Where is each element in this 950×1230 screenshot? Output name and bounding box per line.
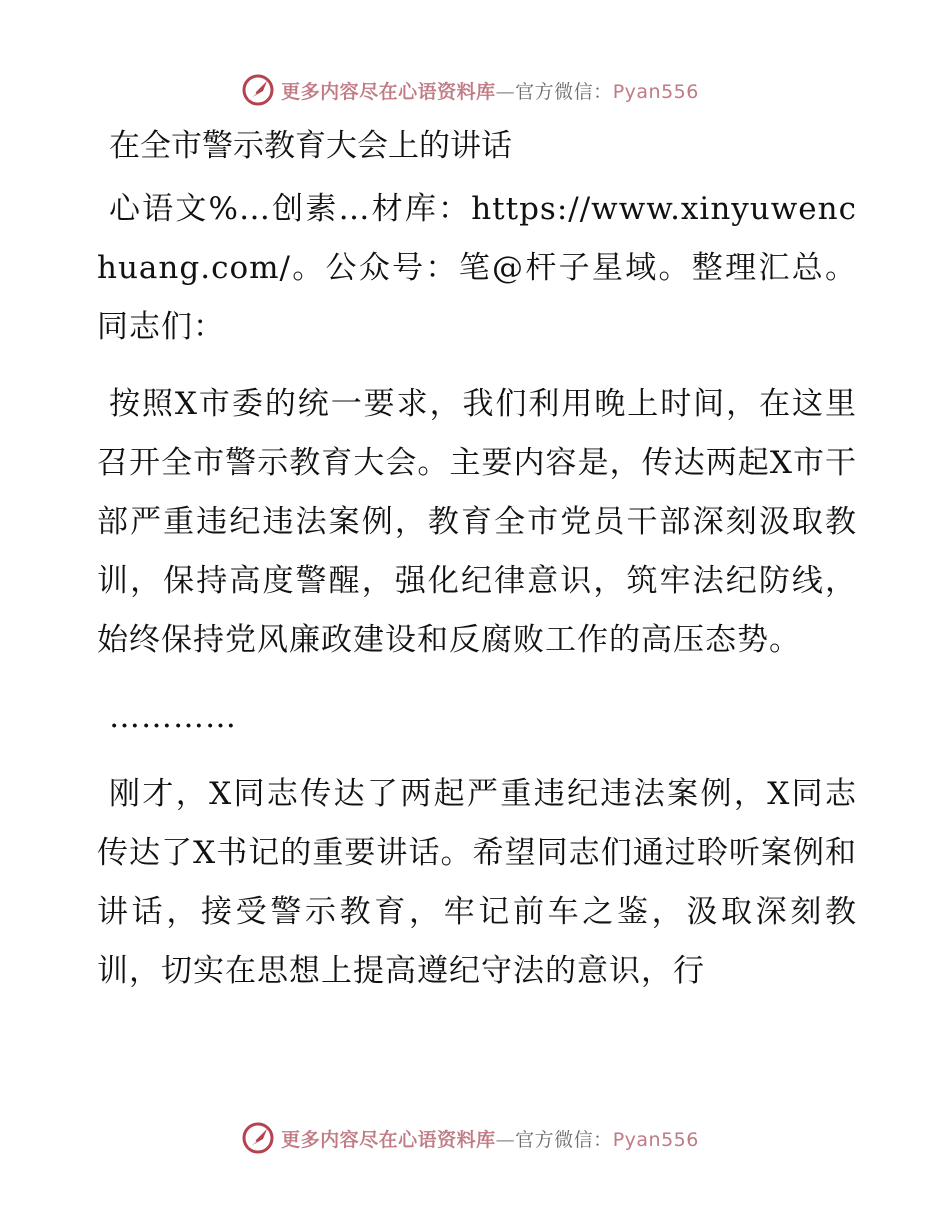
banner-separator: — <box>495 1128 516 1151</box>
footer-banner <box>0 1118 950 1158</box>
header-banner <box>0 70 950 110</box>
banner-main: 更多内容尽在心语资料库 <box>281 1128 496 1151</box>
banner-text <box>281 1125 699 1152</box>
banner-text <box>281 77 699 104</box>
banner-label: 官方微信： <box>515 1128 613 1151</box>
paragraph-intro: 心语文%…创素…材库：https://www.xinyuwenchuang.com/。公众号：笔@杆子星域。整理汇总。同志们： <box>97 191 857 345</box>
document-title: 在全市警示教育大会上的讲话 <box>109 128 512 164</box>
paragraph-1: 按照X市委的统一要求，我们利用晚上时间，在这里召开全市警示教育大会。主要内容是，传达两起X市干部严重违纪违法案例，教育全市党员干部深刻汲取教训，保持高度警醒，强化纪律意识，筑牢法纪防线，始终保持党风廉政建设和反腐败工作的高压态势。 <box>97 386 857 658</box>
banner-label: 官方微信： <box>515 80 613 103</box>
banner-separator: — <box>495 80 516 103</box>
banner-inner <box>241 73 699 107</box>
banner-inner <box>241 1121 699 1155</box>
banner-main: 更多内容尽在心语资料库 <box>281 80 496 103</box>
document-body <box>97 118 857 1019</box>
paragraph-2: 刚才，X同志传达了两起严重违纪违法案例，X同志传达了X书记的重要讲话。希望同志们通过聆听案例和讲话，接受警示教育，牢记前车之鉴，汲取深刻教训，切实在思想上提高遵纪守法的意识，行 <box>97 776 857 989</box>
quill-logo-icon <box>241 1121 275 1155</box>
banner-wechat-id: Pyan556 <box>612 1128 699 1151</box>
ellipsis: ………… <box>109 699 237 735</box>
banner-wechat-id: Pyan556 <box>612 80 699 103</box>
quill-logo-icon <box>241 73 275 107</box>
